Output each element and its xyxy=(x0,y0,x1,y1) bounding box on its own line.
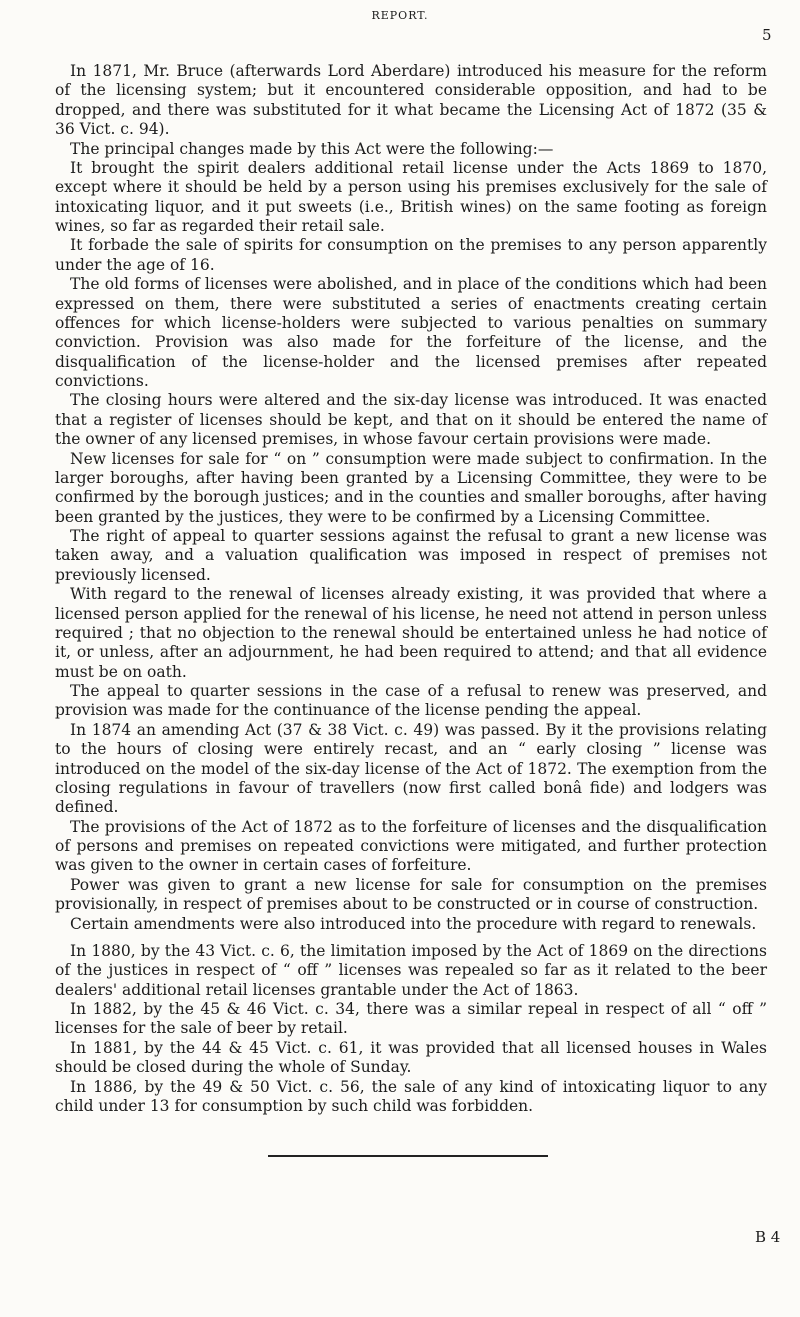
paragraph: In 1871, Mr. Bruce (afterwards Lord Aberdare) introduced his measure for the reform of the licensing system; but it encountered considerable opposition, and had to be dropped, and there was substituted for it what became the Licensing Act of 1872 (35 & 36 Vict. c. 94). xyxy=(55,62,767,139)
paragraph: The appeal to quarter sessions in the case of a refusal to renew was preserved, and provision was made for the continuance of the license pending the appeal. xyxy=(55,682,767,720)
paragraph: New licenses for sale for “ on ” consumption were made subject to confirmation. In the larger boroughs, after having been granted by a Licensing Committee, they were to be confirmed by the borough justices; and in the counties and smaller boroughs, after having been granted by the justices, they were to be confirmed by a Licensing Committee. xyxy=(55,449,767,526)
paragraph: In 1886, by the 49 & 50 Vict. c. 56, the sale of any kind of intoxicating liquor to any child under 13 for consumption by such child was forbidden. xyxy=(55,1077,767,1115)
paragraph: The right of appeal to quarter sessions against the refusal to grant a new license was taken away, and a valuation qualification was imposed in respect of premises not previously licensed. xyxy=(55,527,767,584)
paragraph: The principal changes made by this Act were the following:— xyxy=(70,139,554,158)
paragraph: Power was given to grant a new license for sale for consumption on the premises provisionally, in respect of premises about to be constructed or in course of construction. xyxy=(55,875,767,914)
paragraph: It forbade the sale of spirits for consumption on the premises to any person apparently under the age of 16. xyxy=(55,236,767,274)
paragraph: Certain amendments were also introduced into the procedure with regard to renewals. xyxy=(70,914,757,933)
page-number: 5 xyxy=(762,26,772,44)
signature-mark: B 4 xyxy=(755,1228,781,1246)
paragraph: In 1882, by the 45 & 46 Vict. c. 34, there was a similar repeal in respect of all “ off ” licenses for the sale of beer by retail. xyxy=(55,1000,767,1038)
paragraph: In 1881, by the 44 & 45 Vict. c. 61, it was provided that all licensed houses in Wales should be closed during the whole of Sunday. xyxy=(55,1038,767,1077)
body-text xyxy=(55,62,767,1116)
footer-rule xyxy=(268,1155,548,1157)
paragraph: With regard to the renewal of licenses already existing, it was provided that where a licensed person applied for the renewal of his license, he need not attend in person unless required ; that no objection to the renewal should be entertained unless he had notice of it, or unless, after an adjournment, he had been required to attend; and that all evidence must be on oath. xyxy=(55,585,767,681)
running-title: REPORT. xyxy=(371,9,429,22)
paragraph: In 1880, by the 43 Vict. c. 6, the limitation imposed by the Act of 1869 on the directions of the justices in respect of “ off ” licenses was repealed so far as it related to the beer dealers' additional retail licenses grantable under the Act of 1863. xyxy=(55,941,767,999)
paragraph: The old forms of licenses were abolished, and in place of the conditions which had been expressed on them, there were substituted a series of enactments creating certain offences for which license-holders were subjected to various penalties on summary conviction. Provision was also made for the forfeiture of the license, and the disqualification of the license-holder and the licensed premises after repeated convictions. xyxy=(55,275,767,390)
paragraph: The closing hours were altered and the six-day license was introduced. It was enacted that a register of licenses should be kept, and that on it should be entered the name of the owner of any licensed premises, in whose favour certain provisions were made. xyxy=(55,391,767,449)
paragraph: It brought the spirit dealers additional retail license under the Acts 1869 to 1870, except where it should be held by a person using his premises exclusively for the sale of intoxicating liquor, and it put sweets (i.e., British wines) on the same footing as foreign wines, so far as regarded their retail sale. xyxy=(55,158,767,235)
paragraph: In 1874 an amending Act (37 & 38 Vict. c. 49) was passed. By it the provisions relating to the hours of closing were entirely recast, and an “ early closing ” license was introduced on the model of the six-day license of the Act of 1872. The exemption from the closing regulations in favour of travellers (now first called bonâ fide) and lodgers was defined. xyxy=(55,720,767,817)
paragraph: The provisions of the Act of 1872 as to the forfeiture of licenses and the disqualification of persons and premises on repeated convictions were mitigated, and further protection was given to the owner in certain cases of forfeiture. xyxy=(55,817,767,875)
